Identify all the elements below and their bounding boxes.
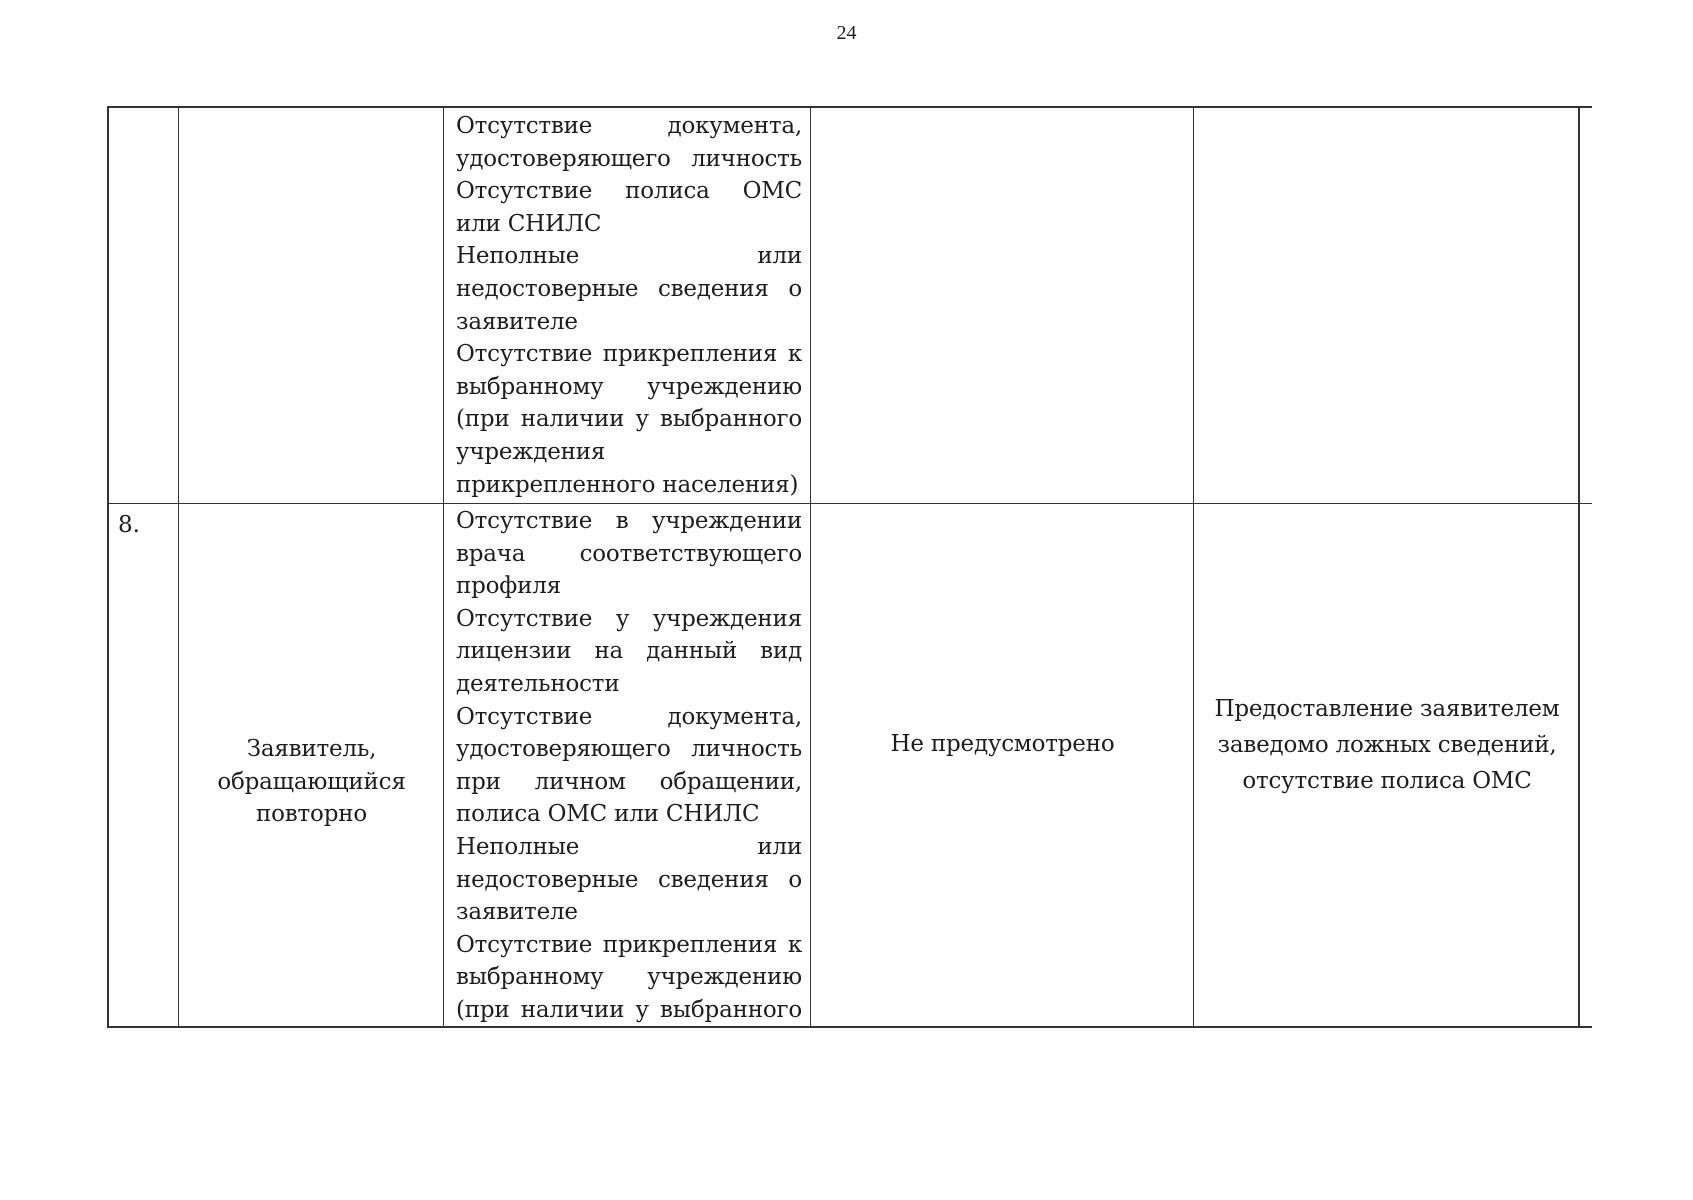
row1-grounds-cell [456,110,802,501]
row2-suspension-cell [812,728,1193,761]
grounds-line: недостоверные сведения о [456,866,802,893]
grounds-line: (при наличии у выбранного [456,996,802,1023]
grounds-line: удостоверяющего личность [456,736,802,763]
grounds-line: Отсутствие прикрепления к [456,341,802,368]
grounds-line: при личном обращении, [456,768,802,795]
grounds-line: Неполные или [456,833,802,860]
row2-grounds-list [456,505,802,1027]
row2-grounds-cell [456,505,802,1027]
refusal-line: заведомо ложных сведений, [1217,732,1557,758]
applicant-line: Заявитель, [246,736,377,762]
grounds-line: Отсутствие прикрепления к [456,931,802,958]
grounds-line: лицензии на данный вид [456,638,802,665]
grounds-line: Отсутствие документа, [456,703,802,730]
row2-refusal-cell [1196,691,1578,799]
grounds-line: Отсутствие в учреждении [456,508,802,534]
col-divider-3 [443,106,444,1027]
grounds-line: заявителе [456,899,578,926]
table-border-bottom [107,1026,1592,1028]
col-divider-4 [810,106,811,1027]
applicant-line: повторно [256,801,367,828]
col-divider-6 [1578,106,1580,1027]
col-divider-5 [1193,106,1194,1027]
page-number: 24 [836,22,857,44]
row2-number: 8. [118,512,140,538]
grounds-line: заявителе [456,308,578,335]
refusal-line: отсутствие полиса ОМС [1242,768,1532,794]
grounds-line: врача соответствующего [456,540,802,567]
grounds-line: деятельности [456,670,620,697]
grounds-line: учреждения [456,438,606,465]
grounds-line: профиля [456,573,561,600]
grounds-line: полиса ОМС или СНИЛС [456,801,760,828]
grounds-line: прикрепленного населения) [456,471,799,498]
grounds-line: Неполные или [456,243,802,270]
grounds-line: или СНИЛС [456,210,602,237]
grounds-line: удостоверяющего личность [456,145,802,172]
col-divider-2 [178,106,179,1027]
grounds-line: выбранному учреждению [456,373,802,400]
grounds-line: Отсутствие полиса ОМС [456,178,802,205]
grounds-line: недостоверные сведения о [456,275,802,302]
refusal-line: Предоставление заявителем [1214,696,1560,722]
grounds-line: (при наличии у выбранного [456,406,802,433]
grounds-line: Отсутствие у учреждения [456,605,802,632]
row1-grounds-list [456,110,802,501]
suspension-text: Не предусмотрено [890,731,1115,757]
row-divider [107,503,1592,504]
grounds-line: Отсутствие документа, [456,113,802,139]
col-divider-1 [107,106,109,1027]
table-border-top [107,106,1592,108]
grounds-line: выбранному учреждению [456,964,802,991]
row2-applicant-cell [180,733,443,831]
applicant-line: обращающийся [217,768,406,795]
